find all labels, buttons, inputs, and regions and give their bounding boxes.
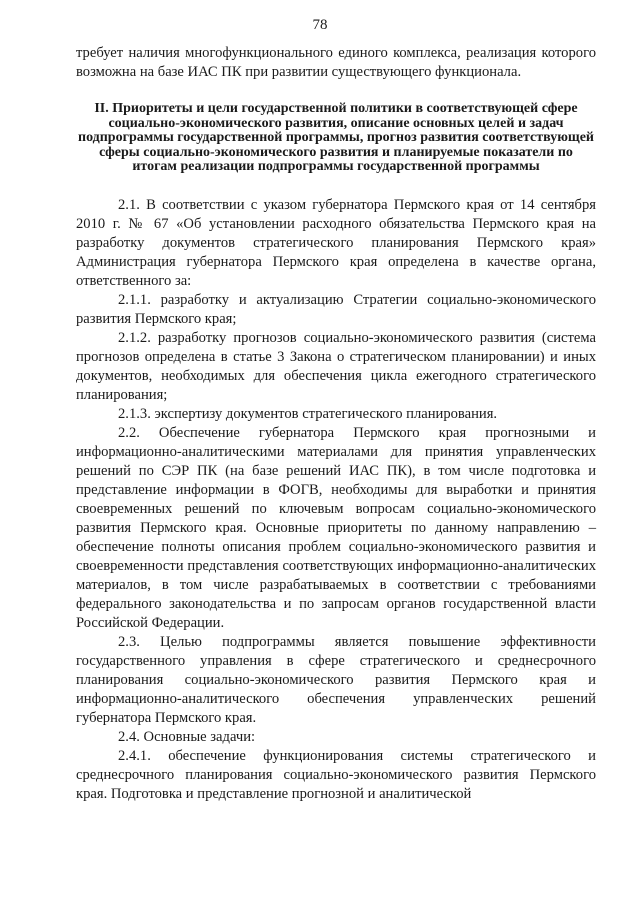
paragraph-2-1-2: 2.1.2. разработку прогнозов социально-экономического развития (система прогнозов определена в статье 3 Закона о стратегическом планировании) и иных документов, необходимых для обеспечения цикла ежегодного стратегического планирования; <box>76 329 596 403</box>
paragraph-2-4: 2.4. Основные задачи: <box>118 728 256 745</box>
paragraph-2-4-1: 2.4.1. обеспечение функционирования системы стратегического и среднесрочного планирования социально-экономического развития Пермского края. Подготовка и представление прогнозной и аналитической <box>76 747 596 802</box>
section-heading: II. Приоритеты и цели государственной политики в соответствующей сфере социально-экономического развития, описание основных целей и задач подпрограммы государственной программы, прогноз развития соответствующей сферы социально-экономического развития и планируемые показатели по итогам реализации подпрограммы государственной программы <box>78 101 594 174</box>
document-body <box>76 44 596 804</box>
paragraph-2-3: 2.3. Целью подпрограммы является повышение эффективности государственного управления в сфере стратегического и среднесрочного планирования социально-экономического развития Пермского края и информационно-аналитического обеспечения управленческих решений губернатора Пермского края. <box>76 633 596 726</box>
intro-paragraph: требует наличия многофункционального единого комплекса, реализация которого возможна на базе ИАС ПК при развитии существующего функционала. <box>76 45 596 80</box>
page-number: 78 <box>312 17 328 33</box>
paragraph-2-1-3: 2.1.3. экспертизу документов стратегического планирования. <box>118 405 498 422</box>
paragraph-2-1-1: 2.1.1. разработку и актуализацию Стратегии социально-экономического развития Пермского края; <box>76 291 596 327</box>
paragraph-2-1: 2.1. В соответствии с указом губернатора Пермского края от 14 сентября 2010 г. № 67 «Об установлении расходного обязательства Пермского края на разработку документов стратегического планирования Пермского края» Администрация губернатора Пермского края определена в качестве органа, ответственного за: <box>76 196 596 289</box>
paragraph-2-2: 2.2. Обеспечение губернатора Пермского края прогнозными и информационно-аналитическими материалами для принятия управленческих решений по СЭР ПК (на базе решений ИАС ПК), в том числе подготовка и представление информации в ФОГВ, необходимы для выработки и принятия своевременных решений по ключевым вопросам социально-экономического развития Пермского края. Основные приоритеты по данному направлению – обеспечение полноты описания проблем социально-экономического развития и своевременности представления соответствующих информационно-аналитических материалов, в том числе разрабатываемых в соответствии с требованиями федерального законодательства и по запросам органов государственной власти Российской Федерации. <box>76 424 596 631</box>
